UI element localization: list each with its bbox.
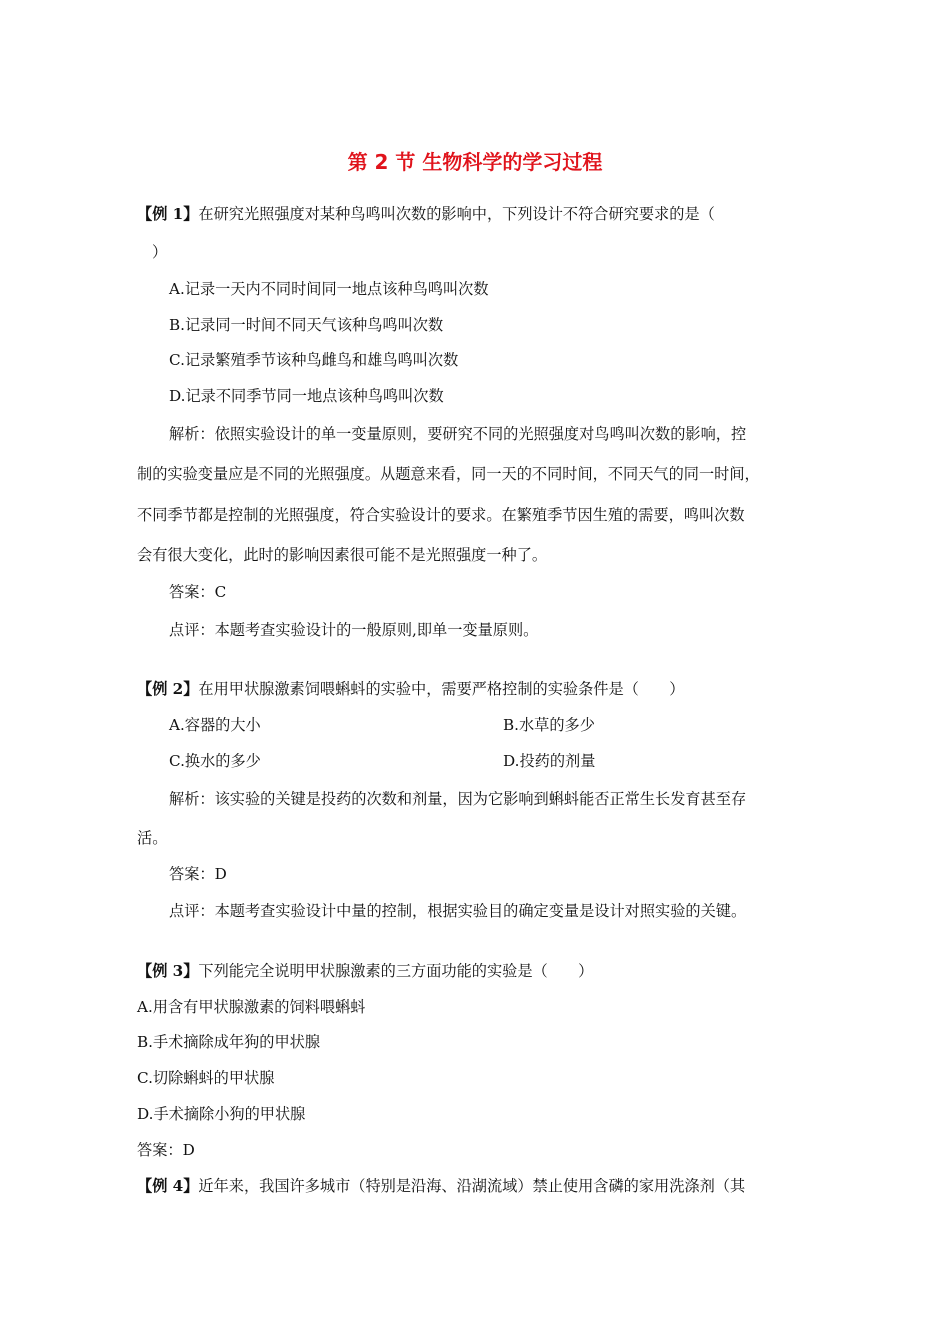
example-3-option-a: A.用含有甲状腺激素的饲料喂蝌蚪 <box>137 998 366 1016</box>
example-1-option-d: D.记录不同季节同一地点该种鸟鸣叫次数 <box>169 387 444 405</box>
example-4-question <box>137 1176 745 1196</box>
example-3-answer: 答案：D <box>137 1141 195 1159</box>
example-4-tag: 【例 4】 <box>137 1177 199 1195</box>
example-2-comment: 点评：本题考查实验设计中量的控制，根据实验目的确定变量是设计对照实验的关键。 <box>169 902 747 920</box>
example-1-question-line2: ） <box>152 243 168 261</box>
example-1-analysis-line: 制的实验变量应是不同的光照强度。从题意来看，同一天的不同时间，不同天气的同一时间， <box>137 465 760 483</box>
example-1-option-b: B.记录同一时间不同天气该种鸟鸣叫次数 <box>169 316 444 334</box>
example-2-option-b: B.水草的多少 <box>503 716 595 734</box>
example-1-analysis-line: 解析：依照实验设计的单一变量原则，要研究不同的光照强度对鸟鸣叫次数的影响，控 <box>169 425 747 443</box>
example-2-analysis-line: 活。 <box>137 829 168 847</box>
example-1-analysis-line: 会有很大变化，此时的影响因素很可能不是光照强度一种了。 <box>137 546 548 564</box>
example-1-analysis-line: 不同季节都是控制的光照强度，符合实验设计的要求。在繁殖季节因生殖的需要，鸣叫次数 <box>137 506 745 524</box>
example-2-tag: 【例 2】 <box>137 680 199 698</box>
example-1-tag: 【例 1】 <box>137 205 199 223</box>
example-4-question-text: 近年来，我国许多城市（特别是沿海、沿湖流域）禁止使用含磷的家用洗涤剂（其 <box>198 1177 746 1195</box>
example-3-option-b: B.手术摘除成年狗的甲状腺 <box>137 1033 321 1051</box>
example-2-question-text: 在用甲状腺激素饲喂蝌蚪的实验中，需要严格控制的实验条件是（ ） <box>198 680 685 698</box>
example-3-tag: 【例 3】 <box>137 962 199 980</box>
example-1-comment: 点评：本题考查实验设计的一般原则,即单一变量原则。 <box>169 621 539 639</box>
example-1-question-line1: 在研究光照强度对某种鸟鸣叫次数的影响中，下列设计不符合研究要求的是（ <box>198 205 715 223</box>
example-2-option-c: C.换水的多少 <box>169 752 261 770</box>
example-1-answer: 答案：C <box>169 583 227 601</box>
example-3-question-text: 下列能完全说明甲状腺激素的三方面功能的实验是（ ） <box>198 962 594 980</box>
example-1-option-c: C.记录繁殖季节该种鸟雌鸟和雄鸟鸣叫次数 <box>169 351 459 369</box>
example-2-analysis-line: 解析：该实验的关键是投药的次数和剂量，因为它影响到蝌蚪能否正常生长发育甚至存 <box>169 790 747 808</box>
example-3-question <box>137 961 593 981</box>
example-3-option-d: D.手术摘除小狗的甲状腺 <box>137 1105 306 1123</box>
example-3-option-c: C.切除蝌蚪的甲状腺 <box>137 1069 275 1087</box>
example-2-question <box>137 679 684 699</box>
example-2-option-a: A.容器的大小 <box>169 716 261 734</box>
page-title: 第 2 节 生物科学的学习过程 <box>347 150 603 174</box>
example-1-option-a: A.记录一天内不同时间同一地点该种鸟鸣叫次数 <box>169 280 489 298</box>
example-1-question <box>137 204 715 224</box>
example-2-option-d: D.投药的剂量 <box>503 752 596 770</box>
example-2-answer: 答案：D <box>169 865 227 883</box>
